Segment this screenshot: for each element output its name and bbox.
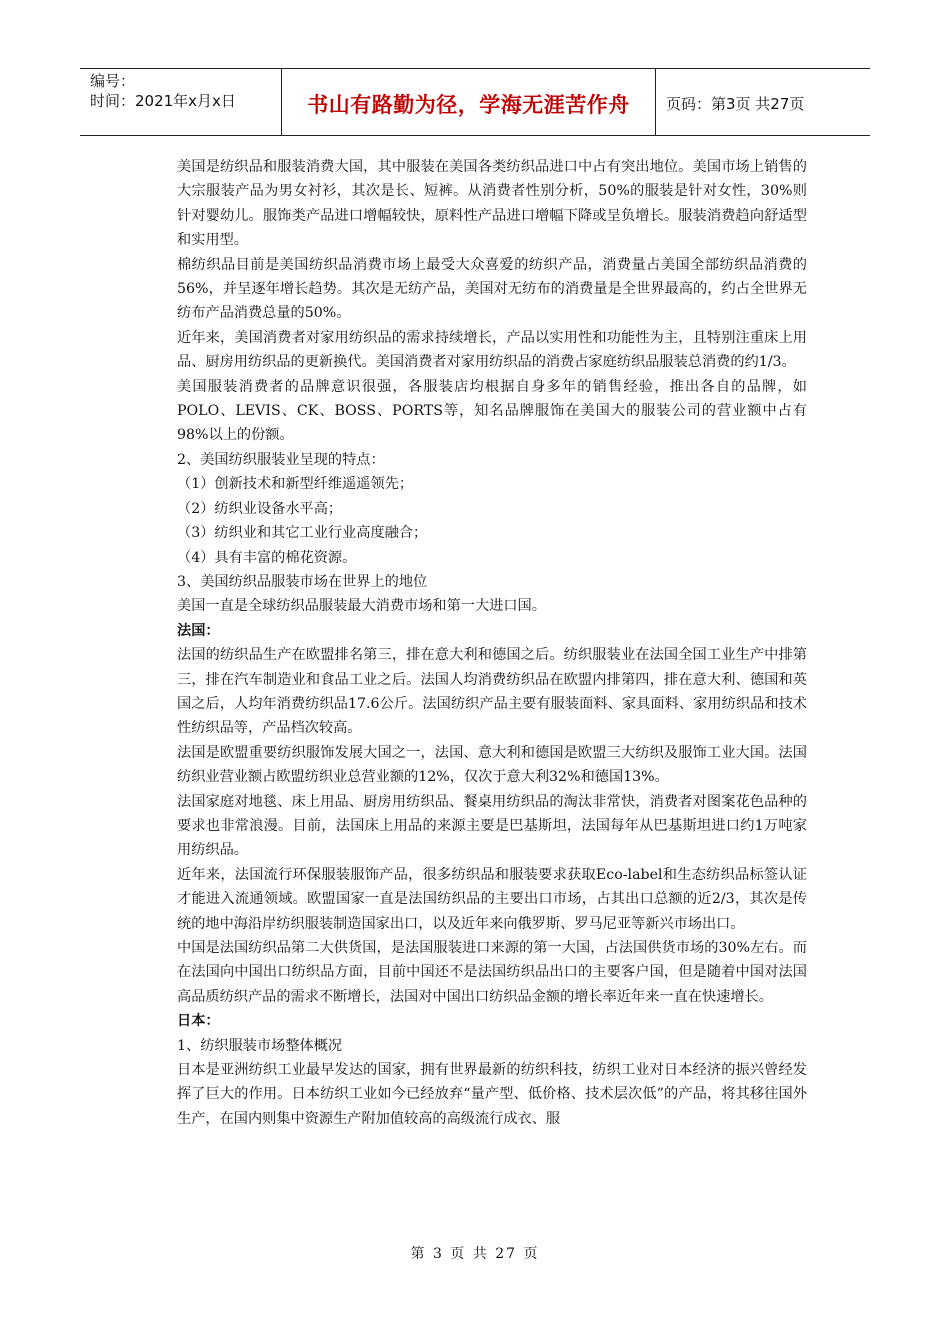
section-heading: 3、美国纺织品服装市场在世界上的地位 [177, 573, 428, 590]
paragraph: 美国一直是全球纺织品服装最大消费市场和第一大进口国。 [177, 598, 546, 615]
header-meta [80, 69, 282, 135]
page-footer: 第 3 页 共 27 页 [410, 1246, 540, 1262]
paragraph: 中国是法国纺织品第二大供货国，是法国服装进口来源的第一大国，占法国供货市场的30%左右。而在法国向中国出口纺织品方面，目前中国还不是法国纺织品出口的主要客户国，但是随着中国对法国高品质纺织产品的需求不断增长，法国对中国出口纺织品金额的增长率近年来一直在快速增长。 [177, 940, 807, 1005]
country-heading-france: 法国： [177, 622, 220, 639]
page-header [80, 68, 870, 136]
paragraph: 法国的纺织品生产在欧盟排名第三，排在意大利和德国之后。纺织服装业在法国全国工业生产中排第三，排在汽车制造业和食品工业之后。法国人均消费纺织品在欧盟内排第四，排在意大利、德国和英国之后，人均年消费纺织品17.6公斤。法国纺织产品主要有服装面料、家具面料、家用纺织品和技术性纺织品等，产品档次较高。 [177, 647, 807, 737]
document-date: 时间：2021年x月x日 [90, 92, 236, 110]
list-item: （3）纺织业和其它工业行业高度融合； [177, 525, 428, 542]
list-item: （1）创新技术和新型纤维遥遥领先； [177, 476, 414, 493]
paragraph: 日本是亚洲纺织工业最早发达的国家，拥有世界最新的纺织科技，纺织工业对日本经济的振兴曾经发挥了巨大的作用。日本纺织工业如今已经放弃“量产型、低价格、技术层次低”的产品，将其移往国外生产，在国内则集中资源生产附加值较高的高级流行成衣、服 [177, 1062, 807, 1127]
paragraph: 近年来，美国消费者对家用纺织品的需求持续增长，产品以实用性和功能性为主，且特别注重床上用品、厨房用纺织品的更新换代。美国消费者对家用纺织品的消费占家庭纺织品服装总消费的约1/3。 [177, 329, 807, 371]
paragraph: 美国服装消费者的品牌意识很强，各服装店均根据自身多年的销售经验，推出各自的品牌，如POLO、LEVIS、CK、BOSS、PORTS等，知名品牌服饰在美国大的服装公司的营业额中占有98%以上的份额。 [177, 378, 807, 444]
list-item: （4）具有丰富的棉花资源。 [177, 549, 357, 566]
section-heading: 2、美国纺织服装业呈现的特点： [177, 451, 385, 468]
country-heading-japan: 日本： [177, 1013, 220, 1030]
paragraph: 美国是纺织品和服装消费大国，其中服装在美国各类纺织品进口中占有突出地位。美国市场上销售的大宗服装产品为男女衬衫，其次是长、短裤。从消费者性别分析，50%的服装是针对女性，30%则针对婴幼儿。服饰类产品进口增幅较快，原料性产品进口增幅下降或呈负增长。服装消费趋向舒适型和实用型。 [177, 159, 807, 249]
paragraph: 近年来，法国流行环保服装服饰产品，很多纺织品和服装要求获取Eco-label和生态纺织品标签认证才能进入流通领域。欧盟国家一直是法国纺织品的主要出口市场，占其出口总额的近2/3，其次是传统的地中海沿岸纺织服装制造国家出口，以及近年来向俄罗斯、罗马尼亚等新兴市场出口。 [177, 866, 807, 932]
document-body [177, 155, 807, 1131]
paragraph: 棉纺织品目前是美国纺织品消费市场上最受大众喜爱的纺织产品，消费量占美国全部纺织品消费的56%，并呈逐年增长趋势。其次是无纺产品，美国对无纺布的消费量是全世界最高的，约占全世界无纺布产品消费总量的50%。 [177, 256, 807, 322]
paragraph: 法国是欧盟重要纺织服饰发展大国之一，法国、意大利和德国是欧盟三大纺织及服饰工业大国。法国纺织业营业额占欧盟纺织业总营业额的12%，仅次于意大利32%和德国13%。 [177, 744, 807, 786]
header-page-info: 页码：第3页 共27页 [666, 94, 805, 113]
section-heading: 1、纺织服装市场整体概况 [177, 1037, 343, 1054]
paragraph: 法国家庭对地毯、床上用品、厨房用纺织品、餐桌用纺织品的淘汰非常快，消费者对图案花色品种的要求也非常浪漫。目前，法国床上用品的来源主要是巴基斯坦，法国每年从巴基斯坦进口约1万吨家用纺织品。 [177, 793, 807, 859]
document-number-label: 编号： [90, 72, 136, 90]
list-item: （2）纺织业设备水平高； [177, 500, 343, 517]
header-motto: 书山有路勤为径，学海无涯苦作舟 [282, 69, 656, 135]
